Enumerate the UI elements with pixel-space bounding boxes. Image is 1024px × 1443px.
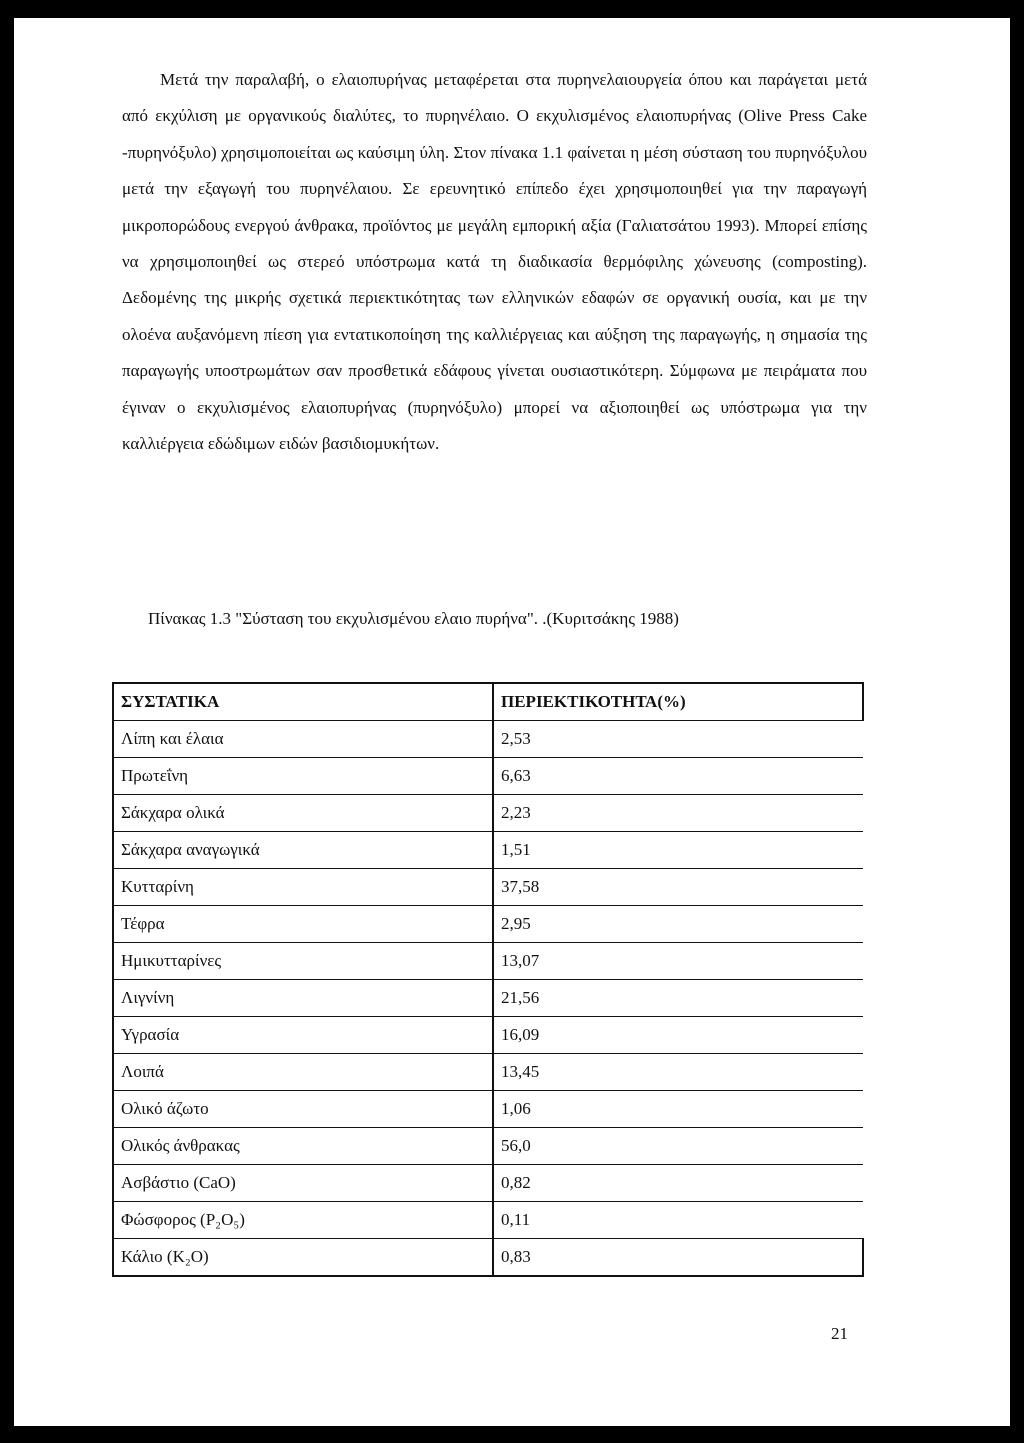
constituent-cell: Υγρασία (113, 1017, 493, 1054)
constituent-cell: Τέφρα (113, 906, 493, 943)
body-paragraph: Μετά την παραλαβή, ο ελαιοπυρήνας μεταφέρεται στα πυρηνελαιουργεία όπου και παράγεται μετά από εκχύλιση με οργανικούς διαλύτες, το πυρηνέλαιο. Ο εκχυλισμένος ελαιοπυρήνας (Olive Press Cake -πυρηνόξυλο) χρησιμοποιείται ως καύσιμη ύλη. Στον πίνακα 1.1 φαίνεται η μέση σύσταση του πυρηνόξυλου μετά την εξαγωγή του πυρηνέλαιου. Σε ερευνητικό επίπεδο έχει χρησιμοποιηθεί για την παραγωγή μικροπορώδους ενεργού άνθρακα, προϊόντος με μεγάλη εμπορική αξία (Γαλιατσάτου 1993). Μπορεί επίσης να χρησιμοποιηθεί ως στερεό υπόστρωμα κατά τη διαδικασία θερμόφιλης χώνευσης (composting). Δεδομένης της μικρής σχετικά περιεκτικότητας των ελληνικών εδαφών σε οργανική ουσία, και με την ολοένα αυξανόμενη πίεση για εντατικοποίηση της καλλιέργειας και αύξηση της παραγωγής, η σημασία της παραγωγής υποστρωμάτων σαν προσθετικά εδάφους γίνεται ουσιαστικότερη. Σύμφωνα με πειράματα που έγιναν ο εκχυλισμένος ελαιοπυρήνας (πυρηνόξυλο) μπορεί να αξιοποιηθεί ως υπόστρωμα για την καλλιέργεια εδώδιμων ειδών βασιδιομυκήτων. (122, 70, 867, 454)
constituent-cell: Ασβάστιο (CaO) (113, 1165, 493, 1202)
table-row (113, 721, 863, 758)
percent-cell: 37,58 (493, 869, 863, 906)
percent-cell: 1,51 (493, 832, 863, 869)
percent-cell: 21,56 (493, 980, 863, 1017)
table-row (113, 1128, 863, 1165)
percent-cell: 2,23 (493, 795, 863, 832)
constituent-cell: Σάκχαρα ολικά (113, 795, 493, 832)
constituent-cell: Σάκχαρα αναγωγικά (113, 832, 493, 869)
constituent-cell: Κάλιο (K₂O) (113, 1239, 493, 1277)
table-row (113, 832, 863, 869)
table-row (113, 980, 863, 1017)
table-row (113, 1202, 863, 1239)
header-constituents: ΣΥΣΤΑΤΙΚΑ (113, 683, 493, 721)
percent-cell: 6,63 (493, 758, 863, 795)
constituent-cell: Ολικός άνθρακας (113, 1128, 493, 1165)
table-row (113, 1091, 863, 1128)
table-row (113, 869, 863, 906)
constituent-cell: Πρωτεΐνη (113, 758, 493, 795)
table-row (113, 1165, 863, 1202)
constituent-cell: Φώσφορος (P₂O₅) (113, 1202, 493, 1239)
table-row (113, 943, 863, 980)
percent-cell: 0,83 (493, 1239, 863, 1277)
table-row (113, 1017, 863, 1054)
table-row (113, 795, 863, 832)
composition-table (112, 682, 864, 1277)
table-row (113, 758, 863, 795)
percent-cell: 2,53 (493, 721, 863, 758)
constituent-cell: Λίπη και έλαια (113, 721, 493, 758)
table-row (113, 906, 863, 943)
header-content-percent: ΠΕΡΙΕΚΤΙΚΟΤΗΤΑ(%) (493, 683, 863, 721)
constituent-cell: Λιγνίνη (113, 980, 493, 1017)
constituent-cell: Κυτταρίνη (113, 869, 493, 906)
table-row (113, 1054, 863, 1091)
percent-cell: 56,0 (493, 1128, 863, 1165)
document-page (14, 18, 1010, 1426)
percent-cell: 1,06 (493, 1091, 863, 1128)
table-caption: Πίνακας 1.3 "Σύσταση του εκχυλισμένου ελαιο πυρήνα". .(Κυριτσάκης 1988) (148, 609, 679, 628)
constituent-cell: Ολικό άζωτο (113, 1091, 493, 1128)
table-row (113, 1239, 863, 1277)
percent-cell: 16,09 (493, 1017, 863, 1054)
percent-cell: 2,95 (493, 906, 863, 943)
table-header-row (113, 683, 863, 721)
percent-cell: 0,82 (493, 1165, 863, 1202)
page-number: 21 (831, 1324, 848, 1343)
percent-cell: 0,11 (493, 1202, 863, 1239)
constituent-cell: Ημικυτταρίνες (113, 943, 493, 980)
constituent-cell: Λοιπά (113, 1054, 493, 1091)
percent-cell: 13,45 (493, 1054, 863, 1091)
percent-cell: 13,07 (493, 943, 863, 980)
